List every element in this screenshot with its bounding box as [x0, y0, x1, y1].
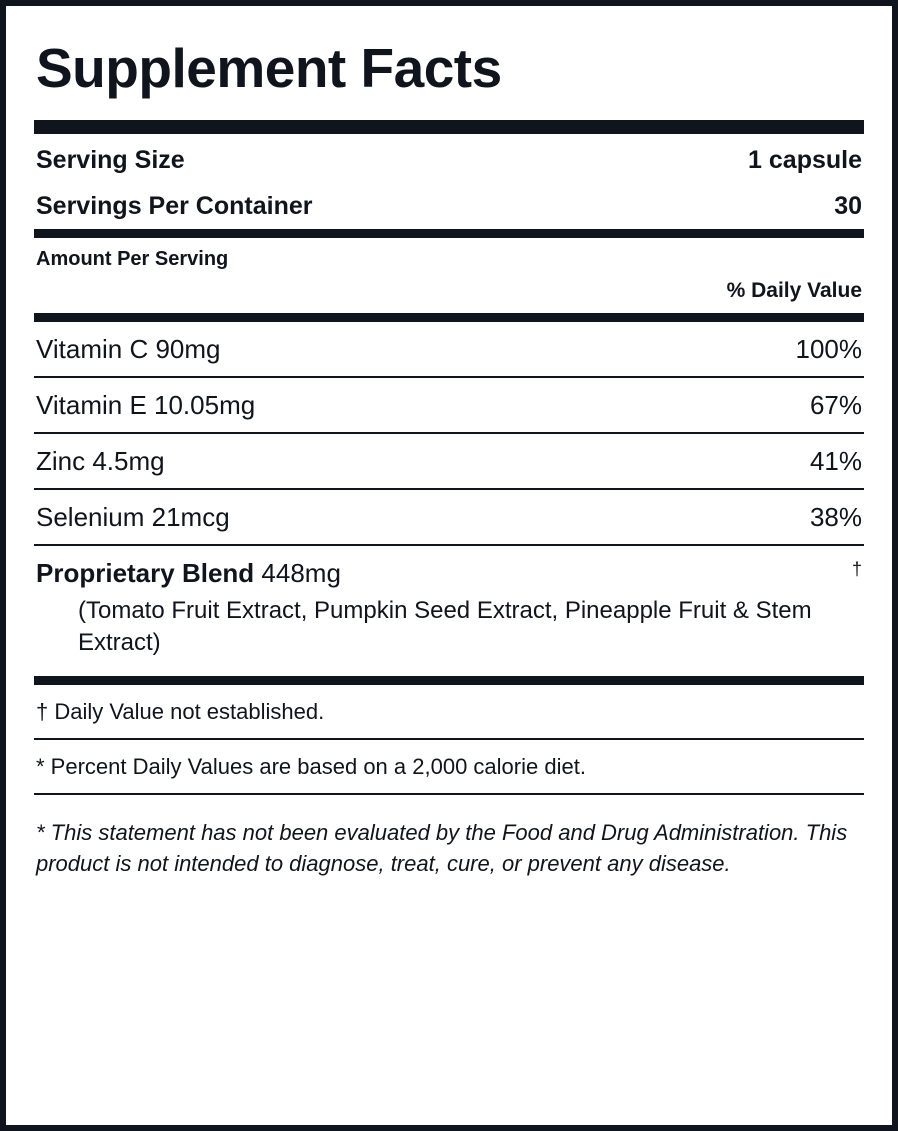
table-row	[34, 490, 864, 544]
nutrient-list	[34, 322, 864, 546]
nutrient-dv: 100%	[795, 333, 862, 364]
footnote-daily-value: † Daily Value not established.	[36, 698, 325, 724]
divider-med-3	[34, 676, 864, 685]
blend-amount: 448mg	[261, 557, 341, 588]
serving-size-value: 1 capsule	[748, 145, 862, 174]
table-row	[34, 378, 864, 432]
nutrient-name: Zinc 4.5mg	[36, 445, 165, 476]
divider-thick-top	[34, 120, 864, 134]
serving-size-row	[34, 134, 864, 183]
servings-per-container-row	[34, 183, 864, 229]
divider-med-1	[34, 229, 864, 238]
nutrient-dv: 67%	[809, 389, 862, 420]
servings-per-container-label: Servings Per Container	[36, 191, 313, 220]
serving-info	[34, 134, 864, 229]
blend-name: Proprietary Blend	[36, 557, 255, 588]
servings-per-container-value: 30	[834, 191, 862, 220]
blend-dv-dagger: †	[851, 558, 862, 579]
nutrient-dv: 41%	[809, 445, 862, 476]
nutrient-name: Vitamin E 10.05mg	[36, 389, 256, 420]
table-row	[34, 434, 864, 488]
fda-disclaimer: * This statement has not been evaluated by the Food and Drug Administration. This product is not intended to diagnose, treat, cure, or prevent any disease.	[36, 819, 848, 877]
table-row	[34, 322, 864, 376]
nutrient-dv: 38%	[809, 501, 862, 532]
daily-value-header: % Daily Value	[726, 278, 862, 302]
divider-med-2	[34, 313, 864, 322]
nutrient-name: Vitamin C 90mg	[36, 333, 221, 364]
serving-size-label: Serving Size	[36, 145, 185, 174]
page-title: Supplement Facts	[36, 37, 502, 99]
footnote-percent-dv: * Percent Daily Values are based on a 2,000 calorie diet.	[36, 753, 586, 779]
proprietary-blend-row	[34, 546, 864, 676]
nutrient-name: Selenium 21mcg	[36, 501, 230, 532]
blend-ingredients: (Tomato Fruit Extract, Pumpkin Seed Extract, Pineapple Fruit & Stem Extract)	[78, 596, 812, 657]
amount-per-serving-label: Amount Per Serving	[36, 247, 229, 270]
